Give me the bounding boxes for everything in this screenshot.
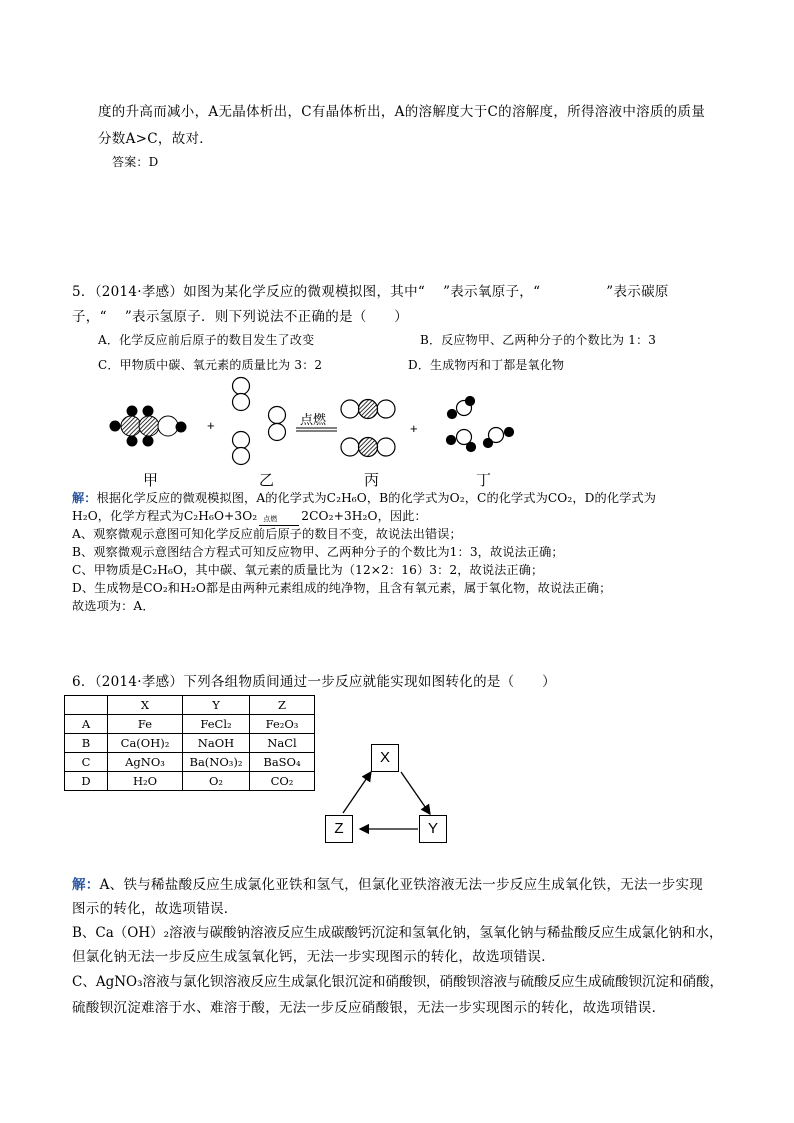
label-yi: 乙 [259, 472, 275, 489]
q5-solution-line5: C、甲物质是C₂H₆O，其中碳、氧元素的质量比为（12×2：16）3：2，故说法正确； [72, 563, 544, 577]
table-cell: Y [183, 696, 250, 715]
table-cell: D [65, 772, 108, 791]
table-cell: AgNO₃ [108, 753, 183, 772]
q5-stem-part-e: ”表示氢原子．则下列说法不正确的是（ ） [124, 309, 409, 325]
table-cell: C [65, 753, 108, 772]
table-cell: Ca(OH)₂ [108, 734, 183, 753]
label-jia: 甲 [143, 472, 159, 489]
q5-option-d: D．生成物丙和丁都是氧化物 [408, 358, 565, 372]
q5-solution-line4: B、观察微观示意图结合方程式可知反应物甲、乙两种分子的个数比为1：3，故说法正确； [72, 545, 564, 559]
q6-solution-line1 [72, 873, 703, 893]
node-y: Y [419, 815, 447, 843]
q5-option-a: A．化学反应前后原子的数目发生了改变 [98, 333, 315, 347]
plus-sign-2: + [410, 421, 418, 436]
table-cell: Z [250, 696, 315, 715]
table-cell: Fe₂O₃ [250, 715, 315, 734]
q6-solution-line4: 但氯化钠无法一步反应生成氢氧化钙，无法一步实现图示的转化，故选项错误． [72, 949, 555, 965]
q5-solution-line6: D、生成物是CO₂和H₂O都是由两种元素组成的纯净物，且含有氧元素，属于氧化物，故说法正确； [72, 581, 612, 595]
table-cell: NaOH [183, 734, 250, 753]
table-cell: H₂O [108, 772, 183, 791]
solution-label: 解： [72, 491, 97, 505]
q6-solution-line2: 图示的转化，故选项错误． [72, 901, 238, 917]
equation-right: 2CO₂+3H₂O，因此： [301, 509, 427, 523]
table-cell: A [65, 715, 108, 734]
reaction-condition: 点燃 [300, 413, 327, 428]
q5-solution-line3: A、观察微观示意图可知化学反应前后原子的数目不变，故说法出错误； [72, 527, 462, 541]
table-cell: O₂ [183, 772, 250, 791]
prev-answer: 答案：D [112, 155, 159, 169]
q5-stem-part-a: 5．（2014·孝感）如图为某化学反应的微观模拟图，其中“ [72, 284, 426, 300]
table-cell: Fe [108, 715, 183, 734]
q6-stem: 6．（2014·孝感）下列各组物质间通过一步反应就能实现如图转化的是（ ） [72, 674, 556, 690]
q5-solution-line7: 故选项为：A． [72, 599, 155, 613]
prev-solution-line1: 度的升高而减小，A无晶体析出，C有晶体析出，A的溶解度大于C的溶解度，所得溶液中溶质的质量 [98, 104, 706, 120]
q5-stem-part-d: 子，“ [72, 309, 107, 325]
table-cell: Ba(NO₃)₂ [183, 753, 250, 772]
equation-left: H₂O，化学方程式为C₂H₆O+3O₂ [72, 509, 258, 523]
q5-option-c: C．甲物质中碳、氧元素的质量比为 3：2 [98, 358, 323, 372]
node-z: Z [325, 815, 353, 843]
table-cell: FeCl₂ [183, 715, 250, 734]
q5-stem-part-c: ”表示碳原 [606, 284, 669, 300]
q6-solution-line3: B、Ca（OH）₂溶液与碳酸钠溶液反应生成碳酸钙沉淀和氢氧化钠，氢氧化钠与稀盐酸反应生成氯化钠和水， [72, 925, 723, 941]
arrow-z-to-x [343, 772, 371, 813]
table-cell: B [65, 734, 108, 753]
arrow-x-to-y [401, 772, 430, 814]
q5-solution-text1: 根据化学反应的微观模拟图，A的化学式为C₂H₆O，B的化学式为O₂，C的化学式为CO₂，D的化学式为 [96, 491, 656, 505]
table-cell: BaSO₄ [250, 753, 315, 772]
node-x: X [371, 744, 399, 772]
q5-stem-part-b: ”表示氧原子，“ [443, 284, 541, 300]
prev-solution-line2: 分数A>C，故对． [98, 131, 214, 147]
q6-solution-text1: A、铁与稀盐酸反应生成氯化亚铁和氢气，但氯化亚铁溶液无法一步反应生成氧化铁，无法一步实现 [99, 877, 704, 893]
table-cell: NaCl [250, 734, 315, 753]
equation-condition-text: 点燃 [263, 515, 278, 523]
solution-label: 解： [72, 877, 100, 893]
q6-solution-line6: 硫酸钡沉淀难溶于水、难溶于酸，无法一步反应硝酸银，无法一步实现图示的转化，故选项错误． [72, 1000, 666, 1016]
table-cell: CO₂ [250, 772, 315, 791]
label-bing: 丙 [364, 472, 380, 489]
table-cell: X [108, 696, 183, 715]
plus-sign-1: + [207, 418, 215, 433]
q5-option-b: B．反应物甲、乙两种分子的个数比为 1：3 [420, 333, 657, 347]
label-ding: 丁 [476, 472, 492, 489]
q6-solution-line5: C、AgNO₃溶液与氯化钡溶液反应生成氯化银沉淀和硝酸钡，硝酸钡溶液与硫酸反应生成硫酸钡沉淀和硝酸， [72, 974, 724, 990]
